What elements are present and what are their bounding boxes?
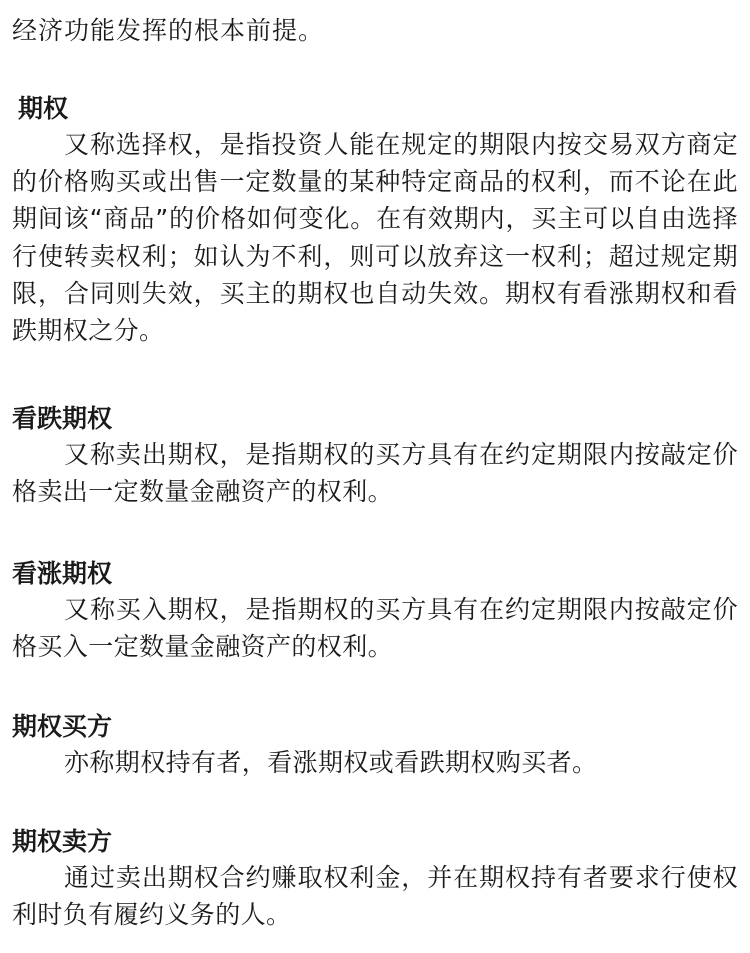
term-heading: 看跌期权 (12, 404, 113, 433)
term-heading: 期权买方 (12, 712, 113, 741)
term-heading: 期权 (18, 94, 69, 123)
term-heading: 期权卖方 (12, 827, 113, 856)
lead-text: 经济功能发挥的根本前提。 (12, 16, 325, 45)
term-definition: 又称买入期权，是指期权的买方具有在约定期限内按敲定价格买入一定数量金融资产的权利。 (12, 595, 738, 662)
glossary-entry-put-option (12, 402, 738, 510)
glossary-entry-option (12, 92, 738, 349)
term-definition: 亦称期权持有者，看涨期权或看跌期权购买者。 (64, 748, 598, 777)
glossary-entry-call-option (12, 557, 738, 665)
glossary-entry-option-buyer (12, 710, 738, 781)
term-definition: 又称选择权，是指投资人能在规定的期限内按交易双方商定的价格购买或出售一定数量的某种特定商品的权利，而不论在此期间该“商品”的价格如何变化。在有效期内，买主可以自由选择行使转卖权利；如认为不利，则可以放弃这一权利；超过规定期限，合同则失效，买主的期权也自动失效。期权有看涨期权和看跌期权之分。 (12, 130, 738, 346)
term-heading: 看涨期权 (12, 559, 113, 588)
term-definition: 又称卖出期权，是指期权的买方具有在约定期限内按敲定价格卖出一定数量金融资产的权利。 (12, 440, 738, 507)
term-definition: 通过卖出期权合约赚取权利金，并在期权持有者要求行使权利时负有履约义务的人。 (12, 863, 738, 930)
glossary-entry-option-seller (12, 825, 738, 933)
